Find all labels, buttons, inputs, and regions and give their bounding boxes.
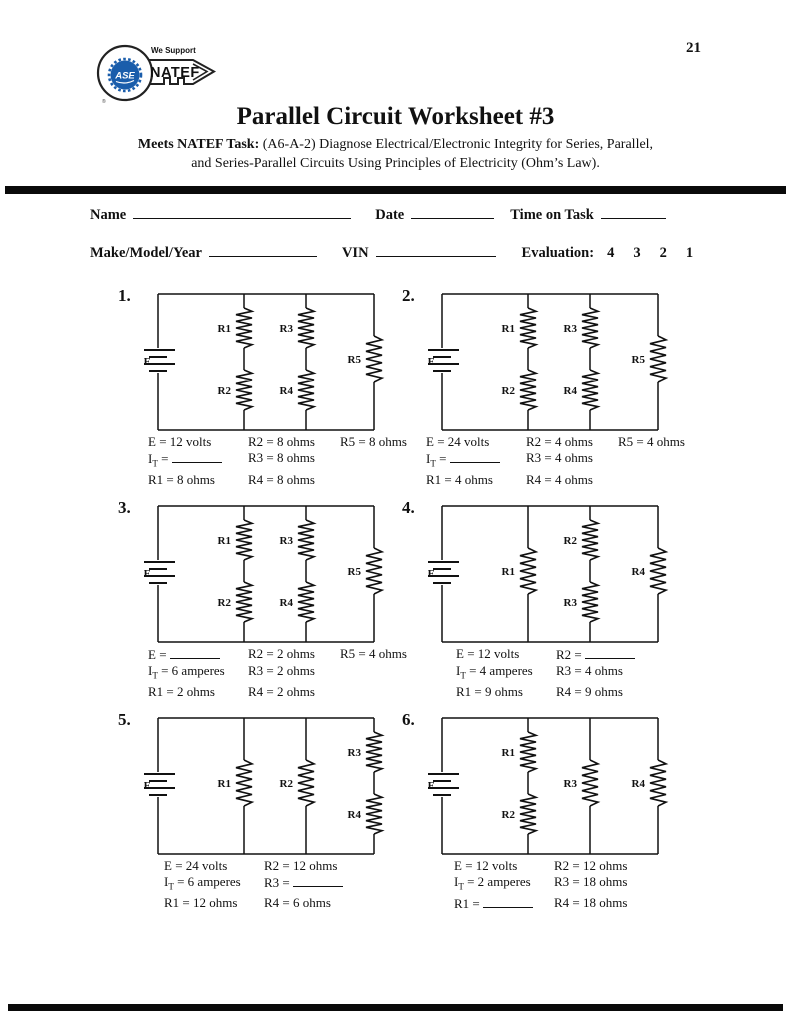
battery-label: E <box>428 780 435 792</box>
circuit-number: 6. <box>402 710 415 729</box>
value-cell: $I_T = 4$ amperes <box>456 663 533 681</box>
blank-answer-line <box>450 450 500 463</box>
resistor-label: R2 <box>563 535 577 547</box>
values-row <box>456 646 740 663</box>
battery-label: E <box>144 356 151 368</box>
circuit-number: 5. <box>118 710 131 729</box>
resistor-label: R1 <box>501 566 515 578</box>
make-model-year-label: Make/Model/Year <box>90 245 202 261</box>
value-cell: R1 = 9 ohms <box>456 683 523 699</box>
circuit-number: 2. <box>402 286 415 305</box>
value-cell: R1 = 4 ohms <box>426 471 493 487</box>
resistor-label: R3 <box>563 778 577 790</box>
circuit-number: 4. <box>402 498 415 517</box>
values-row <box>426 472 710 488</box>
natef-logo <box>94 36 224 106</box>
value-cell: R4 = 4 ohms <box>526 471 593 487</box>
time-on-task-label: Time on Task <box>510 207 594 223</box>
blank-answer-line <box>293 874 343 887</box>
resistor-label: R4 <box>279 597 293 609</box>
value-cell: E = 12 volts <box>456 646 520 661</box>
resistor-label: R5 <box>347 354 361 366</box>
value-cell: R2 = 2 ohms <box>248 646 315 661</box>
values-row <box>426 434 710 450</box>
evaluation-option-2: 2 <box>659 245 667 261</box>
value-cell: R5 = 4 ohms <box>340 646 407 661</box>
resistor-label: R2 <box>217 597 231 609</box>
footer-rule <box>8 1004 783 1011</box>
task-text-2: and Series-Parallel Circuits Using Principles of Electricity (Ohm’s Law). <box>191 155 600 171</box>
value-cell: E = 12 volts <box>454 858 518 873</box>
resistor-label: R2 <box>279 778 293 790</box>
natef-key-logo <box>94 36 224 106</box>
circuit-diagram <box>428 498 680 648</box>
page-number: 21 <box>686 40 701 56</box>
time-field-line <box>601 205 666 219</box>
values-row <box>148 472 432 488</box>
value-cell <box>648 663 740 684</box>
resistor-label: R4 <box>631 778 645 790</box>
resistor-label: R3 <box>563 323 577 335</box>
values-row <box>148 450 432 472</box>
circuit-values <box>456 646 740 700</box>
value-cell: $I_T$ = <box>426 450 526 472</box>
resistor-label: R5 <box>631 354 645 366</box>
value-cell <box>648 684 740 700</box>
value-cell: R4 = 9 ohms <box>556 683 623 699</box>
resistor-label: R3 <box>279 535 293 547</box>
date-label: Date <box>375 207 405 223</box>
battery-label: E <box>144 780 151 792</box>
circuit-diagram <box>144 498 396 648</box>
circuit-values <box>426 434 710 488</box>
circuit-diagram <box>428 710 680 860</box>
values-row <box>454 874 738 895</box>
value-cell <box>618 472 710 488</box>
resistor-label: R1 <box>217 778 231 790</box>
circuit-number: 3. <box>118 498 131 517</box>
value-cell: R4 = 6 ohms <box>264 894 331 910</box>
blank-answer-line <box>172 450 222 463</box>
value-cell: R4 = 8 ohms <box>248 471 315 487</box>
resistor-label: R4 <box>631 566 645 578</box>
resistor-label: R5 <box>347 566 361 578</box>
value-cell: R3 = <box>264 874 356 895</box>
resistor-label: R3 <box>347 747 361 759</box>
circuit-diagram <box>144 710 396 860</box>
circuit-3 <box>116 498 407 710</box>
value-cell <box>646 874 738 895</box>
natef-text: NATEF <box>150 65 200 81</box>
vin-label: VIN <box>341 245 369 261</box>
values-row <box>148 646 432 663</box>
value-cell: R5 = 8 ohms <box>340 434 407 449</box>
values-row <box>456 663 740 684</box>
value-cell: R3 = 4 ohms <box>556 663 623 678</box>
battery-label: E <box>144 568 151 580</box>
we-support-text: We Support <box>151 46 196 55</box>
value-cell <box>646 858 738 874</box>
value-cell: R2 = 8 ohms <box>248 434 315 449</box>
circuit-1 <box>116 286 407 498</box>
task-label: Meets NATEF Task: <box>137 137 260 152</box>
value-cell: R5 = 4 ohms <box>618 434 685 449</box>
value-cell: R4 = 18 ohms <box>554 894 628 910</box>
value-cell <box>646 895 738 912</box>
resistor-label: R2 <box>217 385 231 397</box>
value-cell: R1 = 12 ohms <box>164 894 238 910</box>
value-cell: R2 = 12 ohms <box>264 858 338 873</box>
circuit-4 <box>400 498 684 710</box>
value-cell: $I_T = 6$ amperes <box>164 874 241 892</box>
date-field-line <box>411 205 494 219</box>
resistor-label: R4 <box>563 385 577 397</box>
value-cell: R3 = 2 ohms <box>248 663 315 678</box>
circuit-values <box>148 646 432 700</box>
resistor-label: R2 <box>501 809 515 821</box>
header-rule <box>5 186 786 194</box>
value-cell: R3 = 4 ohms <box>526 450 593 465</box>
value-cell: E = 24 volts <box>426 434 490 449</box>
circuit-number: 1. <box>118 286 131 305</box>
resistor-label: R1 <box>217 535 231 547</box>
value-cell: R3 = 18 ohms <box>554 874 628 889</box>
circuit-values <box>454 858 738 912</box>
task-text-1: (A6-A-2) Diagnose Electrical/Electronic Integrity for Series, Parallel, <box>262 137 654 152</box>
values-row <box>456 684 740 700</box>
value-cell: E = 12 volts <box>148 434 212 449</box>
value-cell: R3 = 8 ohms <box>248 450 315 465</box>
value-cell: E = 24 volts <box>164 858 228 873</box>
battery-label: E <box>428 356 435 368</box>
name-label: Name <box>90 207 127 223</box>
resistor-label: R1 <box>501 747 515 759</box>
resistor-label: R2 <box>501 385 515 397</box>
value-cell: $I_T = 2$ amperes <box>454 874 531 892</box>
values-row <box>426 450 710 472</box>
value-cell: R2 = 12 ohms <box>554 858 628 873</box>
values-row <box>148 684 432 700</box>
circuit-5 <box>116 710 400 922</box>
worksheet-title: Parallel Circuit Worksheet #3 <box>236 103 555 130</box>
circuit-diagram <box>428 286 680 436</box>
registered-mark: ® <box>102 99 106 105</box>
circuit-diagram <box>144 286 396 436</box>
battery-label: E <box>428 568 435 580</box>
values-row <box>454 858 738 874</box>
value-cell: R1 = 8 ohms <box>148 471 215 487</box>
evaluation-option-3: 3 <box>633 245 641 261</box>
circuit-6 <box>400 710 684 922</box>
vin-field-line <box>376 243 496 257</box>
value-cell: E = <box>148 646 248 663</box>
resistor-label: R3 <box>279 323 293 335</box>
ase-text: ASE <box>115 70 135 82</box>
values-row <box>148 434 432 450</box>
resistor-label: R4 <box>347 809 361 821</box>
circuit-2 <box>400 286 684 498</box>
circuit-values <box>148 434 432 488</box>
name-field-line <box>133 205 351 219</box>
value-cell: $I_T = 6$ amperes <box>148 663 225 681</box>
values-row <box>148 663 432 684</box>
blank-answer-line <box>170 646 220 659</box>
resistor-label: R4 <box>279 385 293 397</box>
value-cell: R2 = <box>556 646 648 663</box>
value-cell: R4 = 2 ohms <box>248 683 315 699</box>
resistor-label: R1 <box>501 323 515 335</box>
circuits-grid <box>116 286 684 922</box>
value-cell: R2 = 4 ohms <box>526 434 593 449</box>
value-cell <box>618 450 710 472</box>
resistor-label: R1 <box>217 323 231 335</box>
value-cell: R1 = <box>454 895 554 912</box>
task-line-1 <box>0 136 791 155</box>
evaluation-label: Evaluation: <box>521 245 595 261</box>
blank-answer-line <box>483 895 533 908</box>
form-row-2 <box>90 243 693 262</box>
value-cell: R1 = 2 ohms <box>148 683 215 699</box>
form-row-1 <box>90 205 666 224</box>
make-field-line <box>209 243 317 257</box>
blank-answer-line <box>585 646 635 659</box>
value-cell: $I_T$ = <box>148 450 248 472</box>
values-row <box>454 895 738 912</box>
resistor-label: R3 <box>563 597 577 609</box>
value-cell <box>648 646 740 663</box>
evaluation-option-4: 4 <box>607 245 615 261</box>
evaluation-option-1: 1 <box>685 245 694 261</box>
task-description <box>0 136 791 173</box>
